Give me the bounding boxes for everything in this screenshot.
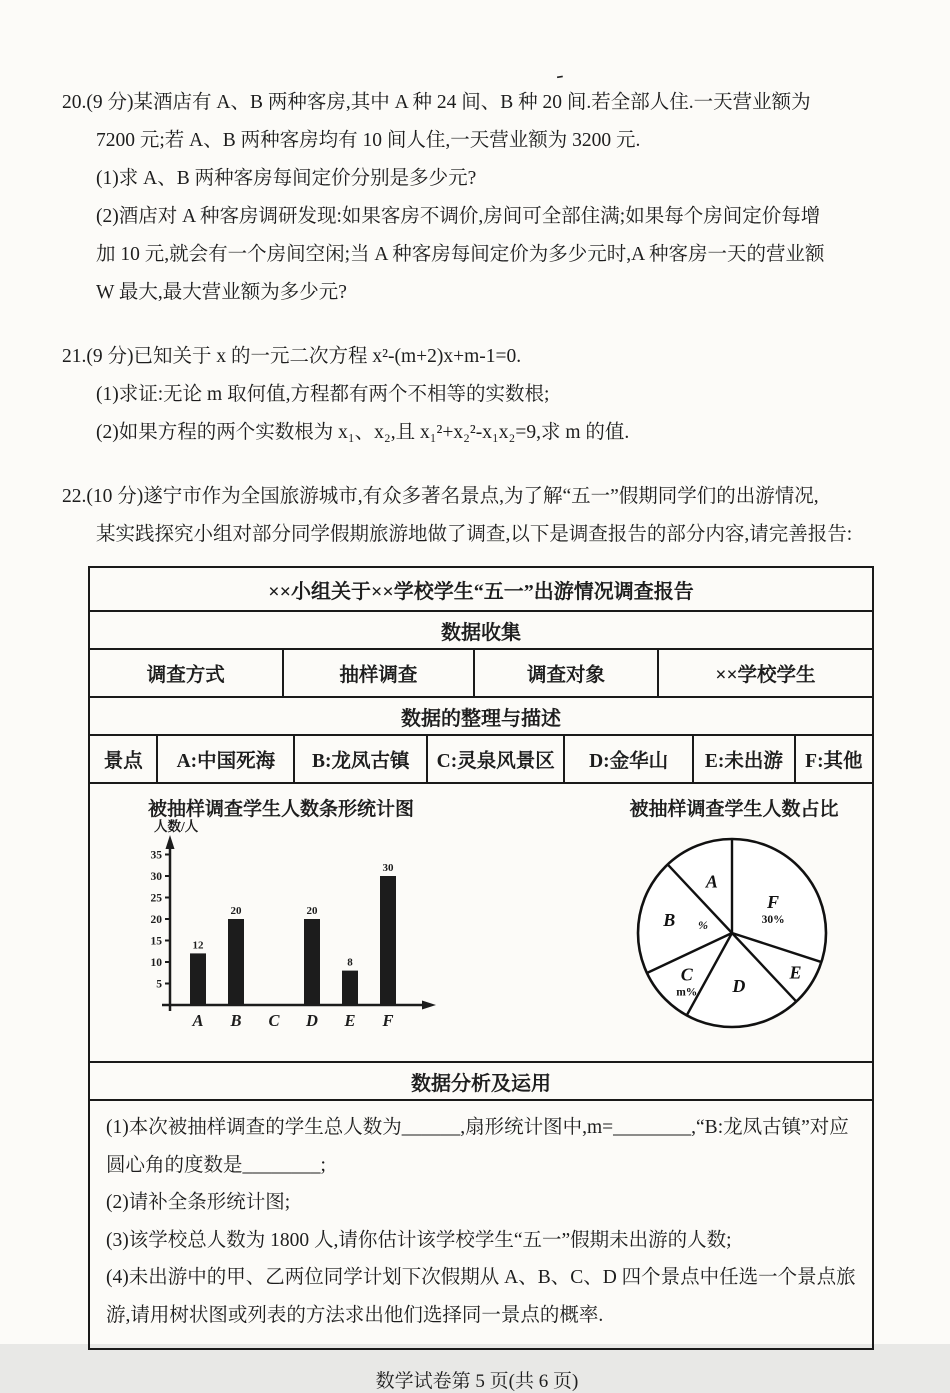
bar-chart <box>120 794 442 1049</box>
svg-text:人数/人: 人数/人 <box>154 819 199 834</box>
label-spots: 景点 <box>103 751 143 772</box>
svg-text:30: 30 <box>382 862 394 874</box>
question-20-line: W 最大,最大营业额为多少元? <box>96 282 347 303</box>
svg-text:B: B <box>230 1011 242 1030</box>
collection-row <box>90 648 872 696</box>
spots-row <box>90 734 872 782</box>
question-21 <box>62 338 892 452</box>
svg-text:5: 5 <box>156 978 162 991</box>
svg-text:D: D <box>306 1011 318 1030</box>
scan-artifact: - <box>554 61 565 88</box>
svg-text:C: C <box>268 1011 280 1030</box>
pie-chart-svg <box>614 821 854 1037</box>
svg-text:C: C <box>680 964 693 985</box>
svg-text:20: 20 <box>150 914 162 926</box>
spot-a: A:中国死海 <box>156 736 293 782</box>
value-survey-target: ××学校学生 <box>657 650 872 696</box>
bar-chart-title: 被抽样调查学生人数条形统计图 <box>147 799 414 820</box>
svg-text:F: F <box>382 1011 394 1030</box>
svg-text:F: F <box>767 892 780 913</box>
question-20-line: 7200 元;若 A、B 两种客房均有 10 间人住,一天营业额为 3200 元. <box>96 130 641 151</box>
page-footer: 数学试卷第 5 页(共 6 页) <box>375 1371 579 1392</box>
svg-text:12: 12 <box>192 939 204 952</box>
spot-b: B:龙凤古镇 <box>293 736 426 782</box>
svg-text:A: A <box>192 1011 204 1030</box>
survey-report-table <box>88 566 874 1350</box>
svg-text:%: % <box>698 918 708 932</box>
question-20-part-2: (2)酒店对 A 种客房调研发现:如果客房不调价,房间可全部住满;如果每个房间定价每增 <box>96 206 821 227</box>
svg-text:10: 10 <box>150 957 162 969</box>
svg-text:E: E <box>789 962 802 983</box>
svg-text:15: 15 <box>150 935 162 948</box>
section-data-organize: 数据的整理与描述 <box>90 696 872 734</box>
question-20-line: 20.(9 分)某酒店有 A、B 两种客房,其中 A 种 24 间、B 种 20 间.若全部人住.一天营业额为 <box>62 92 811 113</box>
analysis-item-2: (2)请补全条形统计图; <box>106 1192 291 1213</box>
svg-text:E: E <box>344 1011 356 1030</box>
analysis-cell <box>90 1099 872 1348</box>
section-data-collection: 数据收集 <box>90 610 872 648</box>
pie-chart-title: 被抽样调查学生人数占比 <box>629 799 839 820</box>
svg-text:20: 20 <box>306 905 318 917</box>
analysis-item-4: (4)未出游中的甲、乙两位同学计划下次假期从 A、B、C、D 四个景点中任选一个景点旅游,请用树状图或列表的方法求出他们选择同一景点的概率. <box>106 1267 856 1326</box>
svg-text:m%: m% <box>676 986 698 999</box>
spot-d: D:金华山 <box>563 736 692 782</box>
spot-e: E:未出游 <box>692 736 794 782</box>
svg-text:A: A <box>705 871 718 892</box>
svg-text:35: 35 <box>150 849 162 862</box>
svg-text:B: B <box>663 910 676 931</box>
svg-text:8: 8 <box>347 956 353 969</box>
question-21-part-1: (1)求证:无论 m 取何值,方程都有两个不相等的实数根; <box>96 384 550 405</box>
question-22-line: 22.(10 分)遂宁市作为全国旅游城市,有众多著名景点,为了解“五一”假期同学们的出游情况, <box>62 486 819 507</box>
svg-text:25: 25 <box>150 892 162 905</box>
svg-text:20: 20 <box>230 905 242 917</box>
report-title: ××小组关于××学校学生“五一”出游情况调查报告 <box>268 580 694 603</box>
spot-f: F:其他 <box>794 736 872 782</box>
question-20-line: 加 10 元,就会有一个房间空闲;当 A 种客房每间定价为多少元时,A 种客房一天的营业额 <box>96 244 825 265</box>
svg-text:30: 30 <box>150 871 162 883</box>
analysis-item-1: (1)本次被抽样调查的学生总人数为______,扇形统计图中,m=________,“B:龙凤古镇”对应圆心角的度数是________; <box>106 1117 849 1176</box>
svg-text:30%: 30% <box>761 914 785 927</box>
question-20-part-1: (1)求 A、B 两种客房每间定价分别是多少元? <box>96 168 477 189</box>
question-21-part-2: (2)如果方程的两个实数根为 x₁、x₂,且 x₁²+x₂²-x₁x₂=9,求 m 的值. <box>96 422 630 443</box>
label-survey-target: 调查对象 <box>473 650 657 696</box>
question-21-line: 21.(9 分)已知关于 x 的一元二次方程 x²-(m+2)x+m-1=0. <box>62 346 522 367</box>
svg-text:D: D <box>732 976 746 997</box>
bar-chart-svg <box>120 821 442 1049</box>
charts-row <box>90 782 872 1061</box>
question-20 <box>62 84 892 312</box>
analysis-item-3: (3)该学校总人数为 1800 人,请你估计该学校学生“五一”假期未出游的人数; <box>106 1229 732 1251</box>
section-data-analysis: 数据分析及运用 <box>90 1061 872 1099</box>
value-survey-method: 抽样调查 <box>282 650 474 696</box>
pie-chart <box>614 794 854 1037</box>
label-survey-method: 调查方式 <box>146 665 225 686</box>
question-22-line: 某实践探究小组对部分同学假期旅游地做了调查,以下是调查报告的部分内容,请完善报告: <box>96 524 853 545</box>
spot-c: C:灵泉风景区 <box>426 736 563 782</box>
question-22 <box>62 478 892 554</box>
